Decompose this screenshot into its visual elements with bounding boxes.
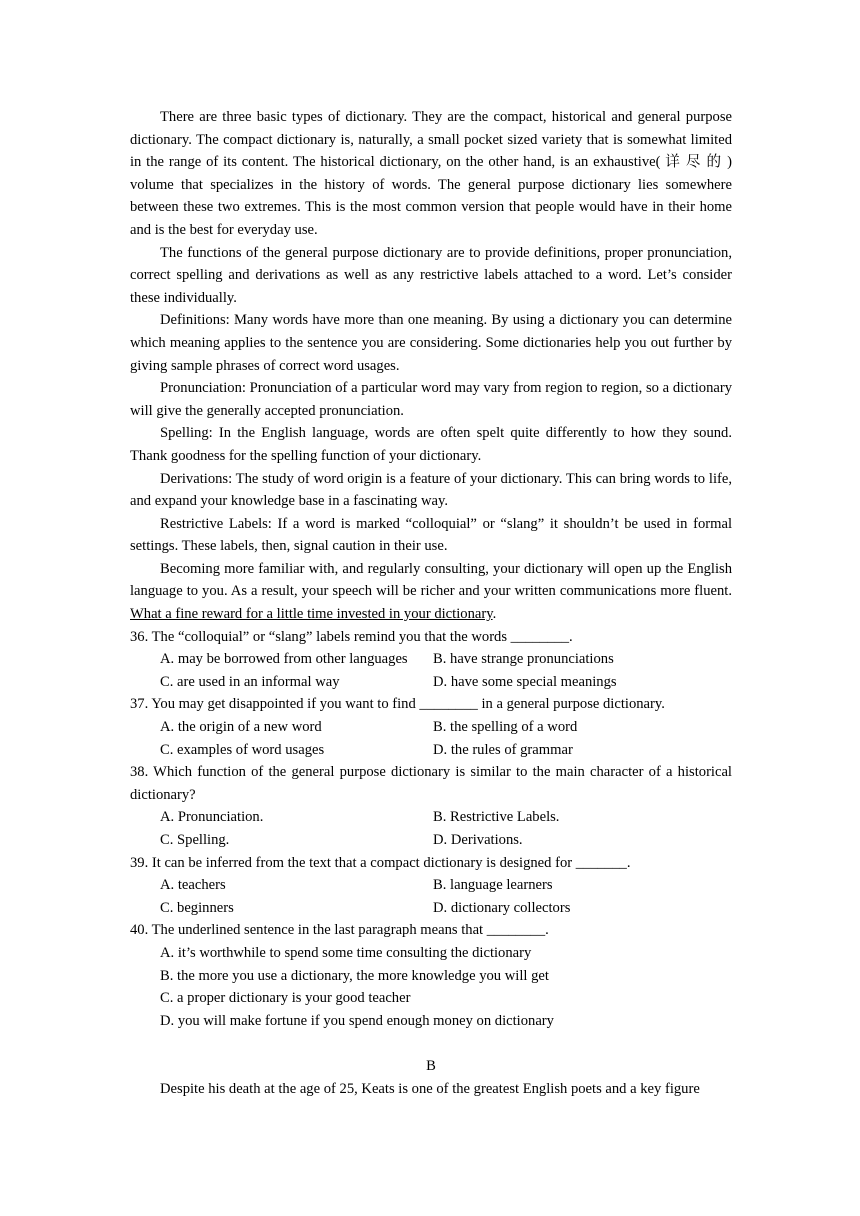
question-37-stem: 37. You may get disappointed if you want to find ________ in a general purpose dictionary. xyxy=(130,696,665,713)
question-38-options-row-1 xyxy=(130,806,732,829)
underlined-sentence: What a fine reward for a little time invested in your dictionary xyxy=(130,606,493,623)
question-38-option-c[interactable]: C. Spelling. xyxy=(160,832,230,848)
passage-paragraph-8 xyxy=(130,558,732,626)
question-40-option-a[interactable]: A. it’s worthwhile to spend some time consulting the dictionary xyxy=(160,944,532,961)
question-39-option-d[interactable]: D. dictionary collectors xyxy=(433,899,571,916)
passage-paragraph-6: Derivations: The study of word origin is a feature of your dictionary. This can bring words to life, and expand your knowledge base in a fascinating way. xyxy=(130,470,732,510)
section-b-heading: B xyxy=(426,1057,436,1074)
question-38-option-d[interactable]: D. Derivations. xyxy=(433,832,523,848)
question-39-option-c[interactable]: C. beginners xyxy=(160,899,234,916)
question-36-options-row-2 xyxy=(130,671,732,694)
passage-paragraph-2: The functions of the general purpose dictionary are to provide definitions, proper pronunciation, correct spelling and derivations as well as any restrictive labels attached to a word. Let’s consider these individually. xyxy=(130,244,732,306)
question-39-options-row-1 xyxy=(130,874,732,897)
question-39-stem: 39. It can be inferred from the text that a compact dictionary is designed for _______. xyxy=(130,854,631,871)
question-40-option-d[interactable]: D. you will make fortune if you spend enough money on dictionary xyxy=(160,1012,554,1029)
question-36-option-d[interactable]: D. have some special meanings xyxy=(433,673,617,690)
question-37-options-row-1 xyxy=(130,716,732,739)
question-38-option-b[interactable]: B. Restrictive Labels. xyxy=(433,809,560,826)
passage-paragraph-1: There are three basic types of dictionary. They are the compact, historical and general purpose dictionary. The compact dictionary is, naturally, a small pocket sized variety that is somewhat limited in the range of its content. The historical dictionary, on the other hand, is an exhaustive( 详 尽 的 ) volume that specializes in the history of words. The general purpose dictionary lies somewhere between these two extremes. This is the most common version that people would have in their home and is the best for everyday use. xyxy=(130,109,732,238)
question-39-options-row-2 xyxy=(130,897,732,920)
passage-paragraph-5: Spelling: In the English language, words are often spelt quite differently to how they sound. Thank goodness for the spelling function of your dictionary. xyxy=(130,425,732,464)
question-37-options-row-2 xyxy=(130,739,732,762)
last-paragraph-end: . xyxy=(492,606,497,623)
question-36-option-a[interactable]: A. may be borrowed from other languages xyxy=(160,651,408,668)
question-40-option-b[interactable]: B. the more you use a dictionary, the more knowledge you will get xyxy=(160,967,549,984)
question-39-option-b[interactable]: B. language learners xyxy=(433,877,553,894)
question-40-stem: 40. The underlined sentence in the last paragraph means that ________. xyxy=(130,922,549,939)
question-40-option-c[interactable]: C. a proper dictionary is your good teacher xyxy=(160,990,411,1007)
question-36-option-b[interactable]: B. have strange pronunciations xyxy=(433,651,614,668)
last-paragraph-text: Becoming more familiar with, and regularly consulting, your dictionary will open up the English language to you. As a result, your speech will be richer and your written communications more fluent. xyxy=(130,560,732,600)
section-b-first-line: Despite his death at the age of 25, Keats is one of the greatest English poets and a key figure xyxy=(160,1080,700,1097)
passage-paragraph-4: Pronunciation: Pronunciation of a particular word may vary from region to region, so a dictionary will give the generally accepted pronunciation. xyxy=(130,380,732,419)
question-36-options-row-1 xyxy=(130,648,732,671)
spacer xyxy=(130,1032,732,1055)
question-38-options-row-2 xyxy=(130,829,732,852)
question-37-option-c[interactable]: C. examples of word usages xyxy=(160,741,325,758)
question-37-option-a[interactable]: A. the origin of a new word xyxy=(160,719,322,736)
question-36-option-c[interactable]: C. are used in an informal way xyxy=(160,673,340,690)
question-37-option-b[interactable]: B. the spelling of a word xyxy=(433,719,578,736)
exam-page xyxy=(130,106,732,1100)
question-37-option-d[interactable]: D. the rules of grammar xyxy=(433,741,573,758)
question-36-stem: 36. The “colloquial” or “slang” labels remind you that the words ________. xyxy=(130,628,573,645)
question-38-stem: 38. Which function of the general purpose dictionary is similar to the main character of a historical dictionary? xyxy=(130,764,732,803)
passage-paragraph-7: Restrictive Labels: If a word is marked “colloquial” or “slang” it shouldn’t be used in formal settings. These labels, then, signal caution in their use. xyxy=(130,515,732,555)
passage-paragraph-3: Definitions: Many words have more than one meaning. By using a dictionary you can determine which meaning applies to the sentence you are considering. Some dictionaries help you out further by giving sample phrases of correct word usages. xyxy=(130,312,732,374)
question-39-option-a[interactable]: A. teachers xyxy=(160,877,226,894)
question-38-option-a[interactable]: A. Pronunciation. xyxy=(160,809,264,826)
